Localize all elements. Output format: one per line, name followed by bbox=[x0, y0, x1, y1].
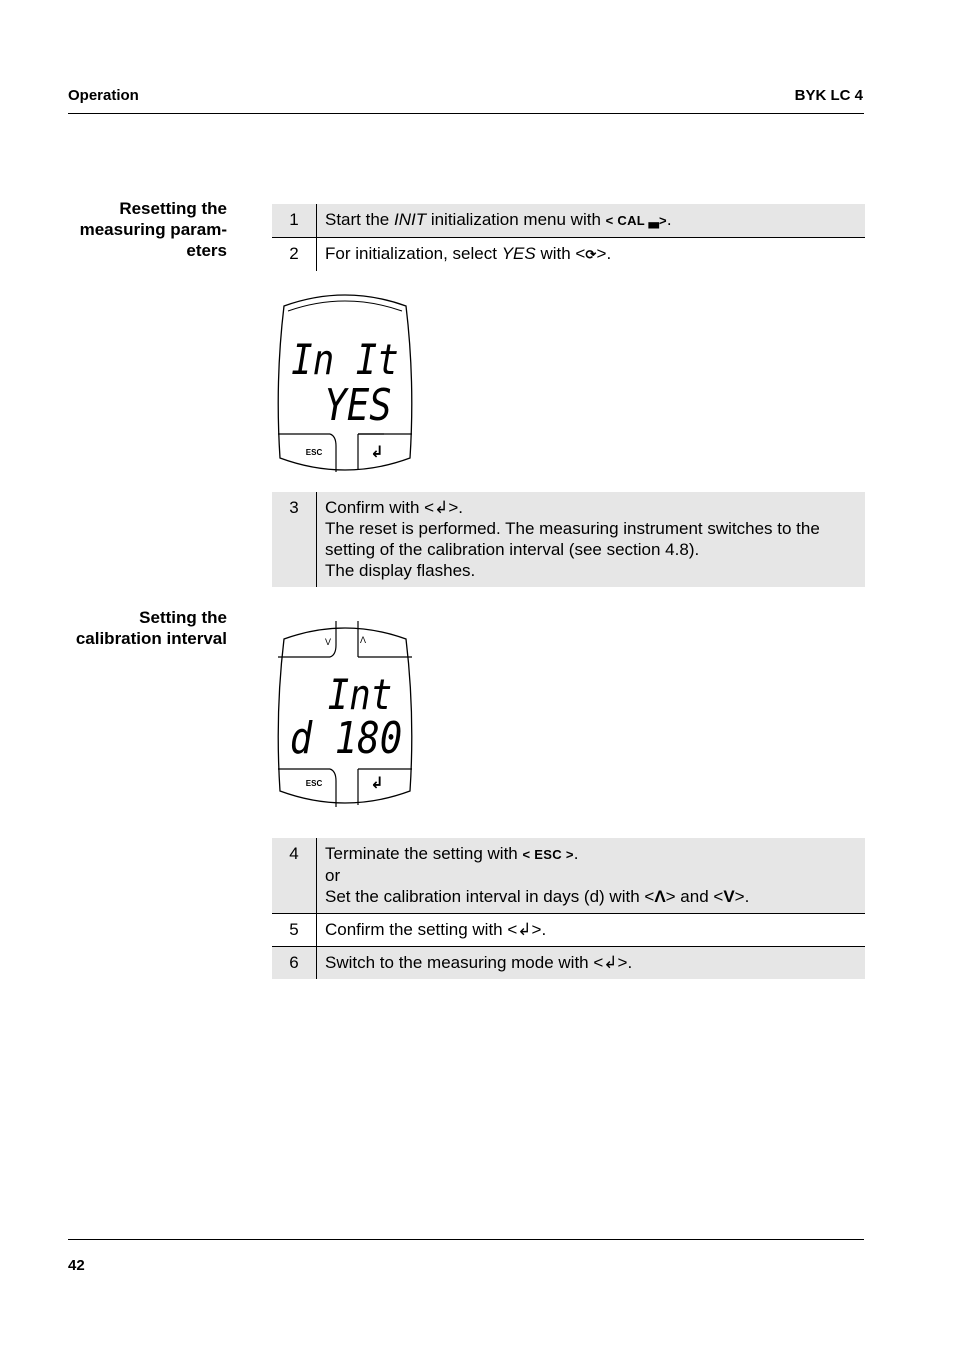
down-button-label: V bbox=[324, 637, 332, 647]
step-row bbox=[272, 838, 865, 914]
down-key: V bbox=[723, 887, 735, 906]
footer-rule bbox=[68, 1239, 864, 1240]
step-row bbox=[272, 947, 865, 980]
lcd-line-1: Int bbox=[327, 671, 393, 720]
step-text: Confirm with <↲>. The reset is performed. The measuring instrument switches to the setting of the calibration interval (see section 4.8). The display flashes. bbox=[317, 492, 866, 587]
step-row bbox=[272, 238, 865, 272]
page-number: 42 bbox=[68, 1257, 85, 1274]
enter-button-icon: ↲ bbox=[370, 773, 384, 792]
lcd-line-2: YES bbox=[324, 379, 392, 431]
header-rule bbox=[68, 113, 864, 114]
step-number: 4 bbox=[272, 838, 317, 914]
step-row bbox=[272, 204, 865, 238]
step-row bbox=[272, 492, 865, 587]
esc-button-label: ESC bbox=[305, 448, 323, 457]
lcd-display-init bbox=[274, 286, 416, 474]
cal-key: < CAL ▃> bbox=[605, 213, 667, 228]
up-key: Λ bbox=[654, 887, 666, 906]
steps-table-2 bbox=[272, 492, 865, 587]
section-heading-calibration: Setting the calibration interval bbox=[75, 608, 227, 648]
turn-key-icon: ⟳ bbox=[585, 247, 597, 262]
esc-button-label: ESC bbox=[305, 779, 323, 788]
step-number: 2 bbox=[272, 238, 317, 272]
step-number: 6 bbox=[272, 947, 317, 980]
steps-table-1 bbox=[272, 204, 865, 271]
running-header-section: Operation bbox=[68, 87, 139, 104]
lcd-line-1: In It bbox=[291, 336, 399, 385]
lcd-line-2: d 180 bbox=[289, 712, 403, 764]
steps-table-3 bbox=[272, 838, 865, 979]
step-number: 3 bbox=[272, 492, 317, 587]
step-text: Start the INIT initialization menu with < CAL ▃>. bbox=[317, 204, 866, 238]
running-header-product: BYK LC 4 bbox=[794, 87, 863, 104]
step-text: Switch to the measuring mode with <↲>. bbox=[317, 947, 866, 980]
step-number: 1 bbox=[272, 204, 317, 238]
step-number: 5 bbox=[272, 914, 317, 947]
esc-key: < ESC > bbox=[522, 847, 574, 862]
up-button-label: Λ bbox=[359, 635, 367, 645]
step-text: Confirm the setting with <↲>. bbox=[317, 914, 866, 947]
step-text: Terminate the setting with < ESC >. or Set the calibration interval in days (d) with <Λ> and <V>. bbox=[317, 838, 866, 914]
enter-button-icon: ↲ bbox=[370, 442, 384, 461]
step-row bbox=[272, 914, 865, 947]
section-heading-resetting: Resetting the measuring param- eters bbox=[79, 199, 227, 260]
step-text: For initialization, select YES with <⟳>. bbox=[325, 244, 612, 263]
lcd-display-interval bbox=[274, 619, 416, 809]
